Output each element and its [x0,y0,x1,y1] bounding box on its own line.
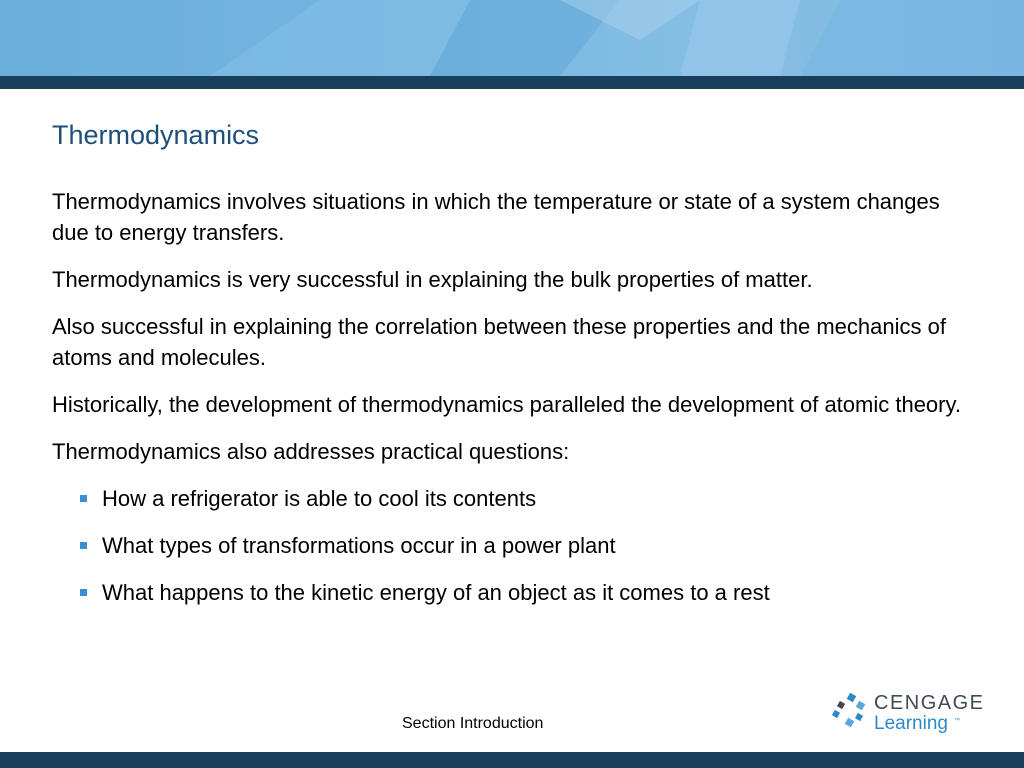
bullet-text: What types of transformations occur in a power plant [102,533,616,558]
bullet-item [52,530,972,561]
bullet-list [52,483,972,608]
logo-text-cengage: CENGAGE [874,692,985,714]
slide-body [52,186,972,624]
square-bullet-icon [80,589,87,596]
paragraph: Also successful in explaining the correlation between these properties and the mechanics of atoms and molecules. [52,314,946,370]
header-banner [0,0,1024,76]
bullet-item [52,483,972,514]
bullet-item [52,577,972,608]
footer-section-label: Section Introduction [402,715,544,732]
cengage-mark-icon [832,692,868,728]
banner-decoration [0,0,1024,76]
header-bar [0,76,1024,89]
paragraph: Thermodynamics also addresses practical questions: [52,439,570,464]
logo-text-learning: Learning [874,713,948,734]
bullet-text: How a refrigerator is able to cool its contents [102,486,537,511]
footer-bar [0,752,1024,768]
square-bullet-icon [80,542,87,549]
logo-trademark: ™ [954,718,960,724]
bullet-text: What happens to the kinetic energy of an object as it comes to a rest [102,580,770,605]
square-bullet-icon [80,495,87,502]
slide-title: Thermodynamics [52,120,260,150]
cengage-learning-logo [832,690,985,740]
paragraph: Thermodynamics involves situations in which the temperature or state of a system changes due to energy transfers. [52,189,940,245]
paragraph: Historically, the development of thermodynamics paralleled the development of atomic theory. [52,392,961,417]
paragraph: Thermodynamics is very successful in explaining the bulk properties of matter. [52,267,813,292]
